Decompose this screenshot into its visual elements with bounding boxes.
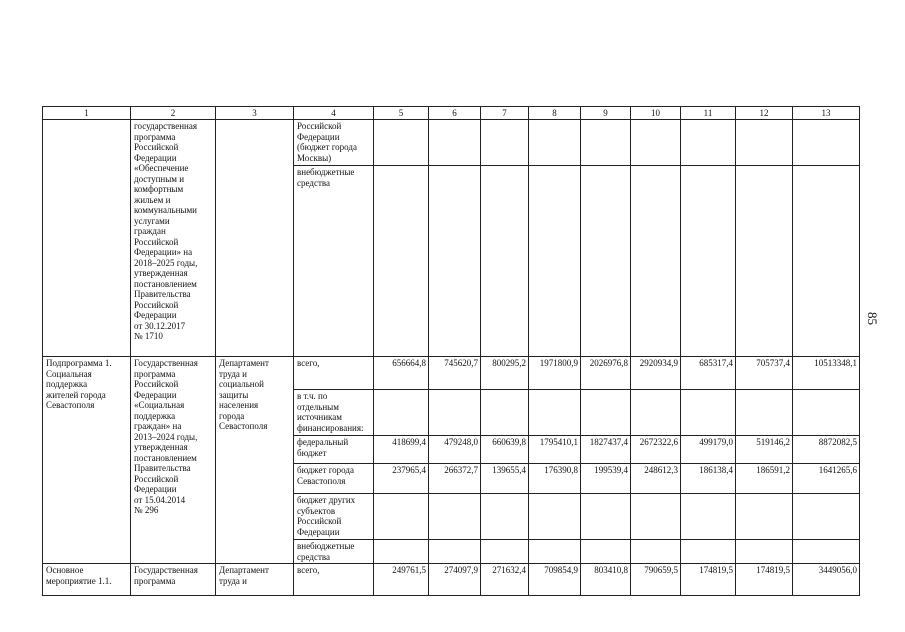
table-row — [43, 357, 860, 390]
value-cell: 790659,5 — [631, 564, 681, 596]
value-cell — [581, 540, 631, 564]
value-cell — [429, 494, 481, 540]
value-cell — [681, 120, 736, 166]
value-cell: 271632,4 — [481, 564, 529, 596]
value-cell: 656664,8 — [374, 357, 429, 390]
page-number: 85 — [865, 312, 880, 325]
header-cell-5: 5 — [374, 107, 429, 120]
executor-cell: Департамент труда и — [216, 564, 294, 596]
value-cell: 186591,2 — [736, 464, 793, 494]
value-cell — [429, 120, 481, 166]
value-cell: 8872082,5 — [793, 436, 860, 464]
source-cell: внебюджетные средства — [294, 540, 374, 564]
value-cell — [681, 166, 736, 357]
value-cell — [481, 166, 529, 357]
header-cell-10: 10 — [631, 107, 681, 120]
value-cell: 139655,4 — [481, 464, 529, 494]
value-cell — [374, 494, 429, 540]
header-row — [43, 107, 860, 120]
value-cell — [736, 390, 793, 436]
value-cell — [374, 540, 429, 564]
value-cell: 705737,4 — [736, 357, 793, 390]
value-cell: 499179,0 — [681, 436, 736, 464]
value-cell — [793, 120, 860, 166]
source-cell: всего, — [294, 357, 374, 390]
value-cell: 1795410,1 — [529, 436, 581, 464]
state-program-cell: государственная программа Российской Федерации «Обеспечение доступным и комфортным жильем и коммунальными услугами граждан Российской Федерации» на 2018–2025 годы, утвержденная постановлением Правительства Российской Федерации от 30.12.2017 № 1710 — [131, 120, 216, 357]
value-cell: 685317,4 — [681, 357, 736, 390]
value-cell — [681, 494, 736, 540]
value-cell — [529, 390, 581, 436]
value-cell — [793, 390, 860, 436]
value-cell — [529, 166, 581, 357]
value-cell: 248612,3 — [631, 464, 681, 494]
value-cell: 186138,4 — [681, 464, 736, 494]
header-cell-8: 8 — [529, 107, 581, 120]
value-cell — [681, 390, 736, 436]
source-cell: федеральный бюджет — [294, 436, 374, 464]
state-program-cell: Государственная программа Российской Федерации «Социальная поддержка граждан» на 2013–2024 годы, утвержденная постановлением Правительства Российской Федерации от 15.04.2014 № 296 — [131, 357, 216, 564]
value-cell: 519146,2 — [736, 436, 793, 464]
value-cell — [581, 390, 631, 436]
value-cell: 1641265,6 — [793, 464, 860, 494]
value-cell: 803410,8 — [581, 564, 631, 596]
source-cell: Российской Федерации (бюджет города Москвы) — [294, 120, 374, 166]
value-cell — [429, 166, 481, 357]
value-cell — [581, 120, 631, 166]
header-cell-9: 9 — [581, 107, 631, 120]
header-cell-4: 4 — [294, 107, 374, 120]
value-cell — [481, 390, 529, 436]
value-cell — [529, 494, 581, 540]
subprogram-cell: Подпрограмма 1. Социальная поддержка жителей города Севастополя — [43, 357, 131, 564]
value-cell — [736, 120, 793, 166]
value-cell: 1971800,9 — [529, 357, 581, 390]
value-cell: 1827437,4 — [581, 436, 631, 464]
value-cell: 174819,5 — [681, 564, 736, 596]
executor-cell: Департамент труда и социальной защиты населения города Севастополя — [216, 357, 294, 564]
source-cell: бюджет города Севастополя — [294, 464, 374, 494]
value-cell: 745620,7 — [429, 357, 481, 390]
state-program-cell: Государственная программа — [131, 564, 216, 596]
header-cell-13: 13 — [793, 107, 860, 120]
value-cell: 176390,8 — [529, 464, 581, 494]
value-cell: 237965,4 — [374, 464, 429, 494]
value-cell — [529, 120, 581, 166]
source-cell: бюджет других субъектов Российской Федерации — [294, 494, 374, 540]
header-cell-1: 1 — [43, 107, 131, 120]
program-cell — [43, 120, 131, 357]
value-cell: 2672322,6 — [631, 436, 681, 464]
value-cell: 3449056,0 — [793, 564, 860, 596]
value-cell: 266372,7 — [429, 464, 481, 494]
value-cell — [793, 494, 860, 540]
value-cell: 709854,9 — [529, 564, 581, 596]
value-cell — [793, 540, 860, 564]
value-cell — [374, 166, 429, 357]
value-cell — [631, 166, 681, 357]
funding-table — [42, 106, 860, 596]
value-cell: 274097,9 — [429, 564, 481, 596]
value-cell — [429, 390, 481, 436]
value-cell: 174819,5 — [736, 564, 793, 596]
source-cell: внебюджетные средства — [294, 166, 374, 357]
table-row — [43, 564, 860, 596]
value-cell — [481, 120, 529, 166]
value-cell: 2920934,9 — [631, 357, 681, 390]
value-cell — [374, 120, 429, 166]
value-cell — [631, 120, 681, 166]
value-cell — [429, 540, 481, 564]
value-cell: 199539,4 — [581, 464, 631, 494]
value-cell — [736, 166, 793, 357]
source-cell: всего, — [294, 564, 374, 596]
value-cell — [581, 494, 631, 540]
value-cell: 249761,5 — [374, 564, 429, 596]
header-cell-3: 3 — [216, 107, 294, 120]
header-cell-12: 12 — [736, 107, 793, 120]
value-cell — [581, 166, 631, 357]
value-cell: 800295,2 — [481, 357, 529, 390]
value-cell — [529, 540, 581, 564]
header-cell-6: 6 — [429, 107, 481, 120]
value-cell: 418699,4 — [374, 436, 429, 464]
value-cell — [736, 494, 793, 540]
value-cell — [631, 390, 681, 436]
value-cell — [793, 166, 860, 357]
value-cell — [631, 494, 681, 540]
value-cell — [681, 540, 736, 564]
value-cell: 660639,8 — [481, 436, 529, 464]
value-cell — [631, 540, 681, 564]
header-cell-2: 2 — [131, 107, 216, 120]
value-cell — [736, 540, 793, 564]
value-cell — [481, 540, 529, 564]
source-cell: в т.ч. по отдельным источникам финансирования: — [294, 390, 374, 436]
measure-cell: Основное мероприятие 1.1. — [43, 564, 131, 596]
value-cell: 2026976,8 — [581, 357, 631, 390]
header-cell-7: 7 — [481, 107, 529, 120]
executor-cell — [216, 120, 294, 357]
value-cell — [374, 390, 429, 436]
value-cell — [481, 494, 529, 540]
table-row — [43, 120, 860, 166]
value-cell: 479248,0 — [429, 436, 481, 464]
value-cell: 10513348,1 — [793, 357, 860, 390]
header-cell-11: 11 — [681, 107, 736, 120]
